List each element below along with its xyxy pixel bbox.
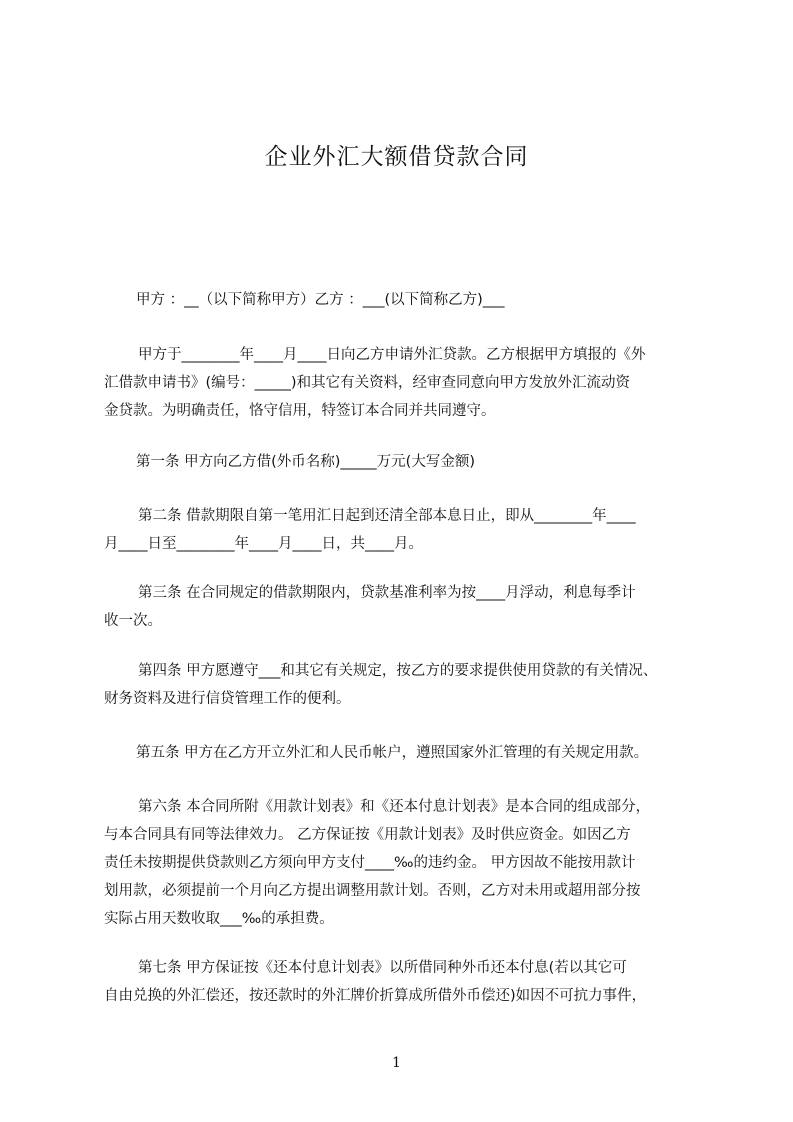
text-line: 第二条 借款期限自第一笔用汇日起到还清全部本息日止，即从________年____ — [138, 508, 636, 524]
article-7-paragraph — [104, 954, 704, 1010]
text-line: 月____日至________年____月____日，共____月。 — [104, 536, 423, 552]
text-line: 与本合同具有同等法律效力。 乙方保证按《用款计划表》及时供应资金。如因乙方 — [104, 827, 631, 843]
text-line: 汇借款申请书》(编号：_____)和其它有关资料，经审查同意向甲方发放外汇流动资 — [104, 375, 631, 391]
text-line: 责任未按期提供贷款则乙方须向甲方支付____‰的违约金。 甲方因故不能按用款计 — [104, 855, 636, 871]
article-4-paragraph — [104, 657, 704, 713]
text-line: 第四条 甲方愿遵守___和其它有关规定，按乙方的要求提供使用贷款的有关情况、 — [138, 663, 658, 679]
parties-paragraph — [136, 286, 736, 314]
text-line: 甲方 ：__（以下简称甲方）乙方 ：___(以下简称乙方)___ — [136, 292, 505, 308]
text-line: 甲方于________年____月____日向乙方申请外汇贷款。乙方根据甲方填报的《外 — [138, 347, 646, 363]
page-number: 1 — [392, 1055, 401, 1071]
text-line: 第三条 在合同规定的借款期限内，贷款基准利率为按____月浮动，利息每季计 — [138, 585, 636, 601]
article-6-paragraph — [104, 793, 704, 933]
document-title: 企业外汇大额借贷款合同 — [264, 144, 529, 170]
article-2-paragraph — [104, 502, 704, 558]
text-line: 财务资料及进行信贷管理工作的便利。 — [104, 691, 351, 707]
article-1-paragraph — [136, 448, 736, 476]
text-line: 划用款，必须提前一个月向乙方提出调整用款计划。否则，乙方对未用或超用部分按 — [104, 883, 641, 899]
text-line: 第一条 甲方向乙方借(外币名称)_____万元(大写金额) — [136, 454, 475, 470]
text-line: 金贷款。为明确责任，恪守信用，特签订本合同并共同遵守。 — [104, 403, 496, 419]
article-5-paragraph — [136, 739, 736, 767]
text-line: 实际占用天数收取___‰的承担费。 — [104, 911, 334, 927]
text-line: 第五条 甲方在乙方开立外汇和人民币帐户，遵照国家外汇管理的有关规定用款。 — [136, 745, 649, 761]
text-line: 自由兑换的外汇偿还，按还款时的外汇牌价折算成所借外币偿还)如因不可抗力事件， — [104, 988, 647, 1004]
text-line: 第六条 本合同所附《用款计划表》和《还本付息计划表》是本合同的组成部分， — [138, 799, 651, 815]
preamble-paragraph — [104, 341, 704, 425]
article-3-paragraph — [104, 579, 704, 635]
text-line: 收一次。 — [104, 613, 162, 629]
text-line: 第七条 甲方保证按《还本付息计划表》以所借同种外币还本付息(若以其它可 — [138, 960, 627, 976]
